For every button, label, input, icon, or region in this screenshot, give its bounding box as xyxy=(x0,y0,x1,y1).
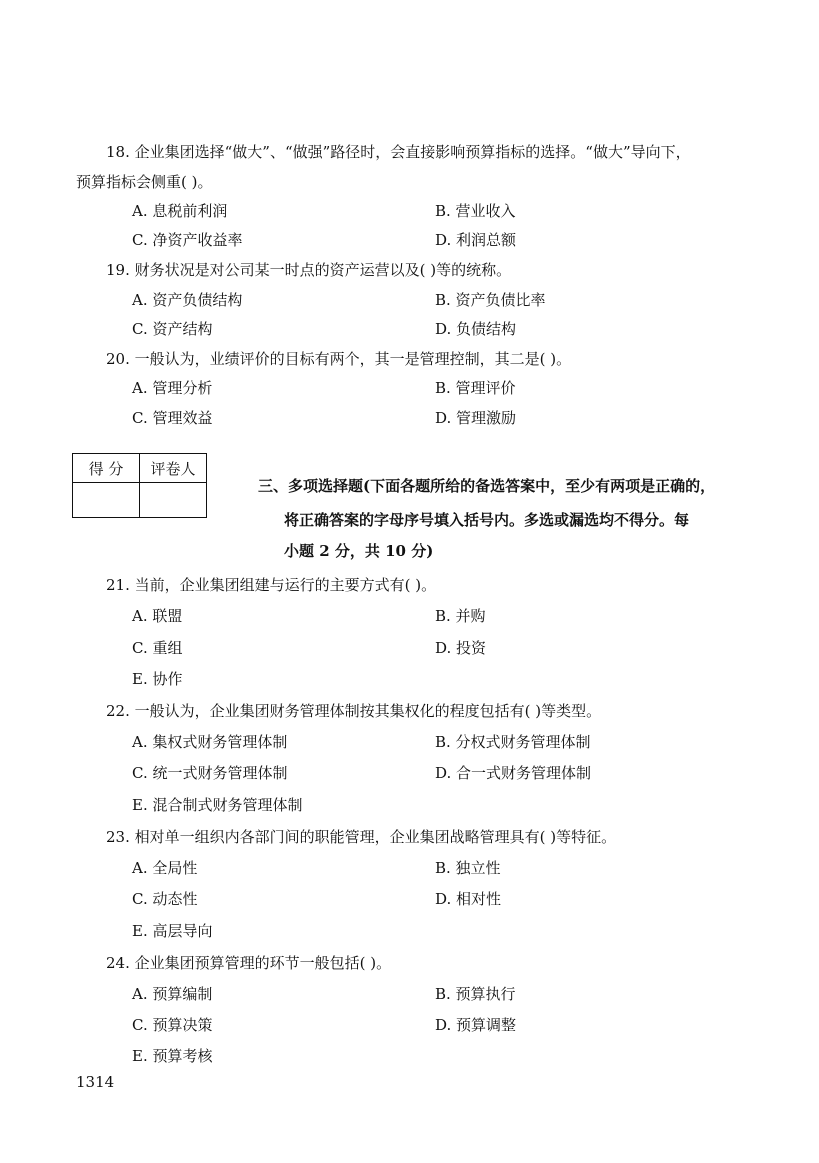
question-24-stem: 24. 企业集团预算管理的环节一般包括( )。 xyxy=(106,954,392,972)
section-3-title: 三、多项选择题(下面各题所给的备选答案中，至少有两项是正确的， xyxy=(258,477,716,495)
question-24-option-d: D. 预算调整 xyxy=(435,1016,517,1034)
question-21-option-b: B. 并购 xyxy=(435,607,486,625)
question-20-option-d: D. 管理激励 xyxy=(435,409,517,427)
question-23-option-a: A. 全局性 xyxy=(132,859,198,877)
grader-cell xyxy=(140,483,207,518)
question-24-option-b: B. 预算执行 xyxy=(435,985,516,1003)
question-21-option-e: E. 协作 xyxy=(132,670,183,688)
question-23-stem: 23. 相对单一组织内各部门间的职能管理，企业集团战略管理具有( )等特征。 xyxy=(106,828,617,846)
question-18-option-a: A. 息税前利润 xyxy=(132,202,228,220)
question-21-option-d: D. 投资 xyxy=(435,639,487,657)
section-3-scoring: 小题 2 分，共 10 分) xyxy=(284,542,434,560)
question-20-option-b: B. 管理评价 xyxy=(435,379,516,397)
question-19-option-b: B. 资产负债比率 xyxy=(435,291,546,309)
question-22-option-a: A. 集权式财务管理体制 xyxy=(132,733,288,751)
question-18-stem: 18. 企业集团选择“做大”、“做强”路径时，会直接影响预算指标的选择。“做大”导向下， xyxy=(106,143,691,161)
question-22-option-c: C. 统一式财务管理体制 xyxy=(132,764,288,782)
question-20-option-a: A. 管理分析 xyxy=(132,379,213,397)
page-number: 1314 xyxy=(76,1073,115,1091)
question-19-option-a: A. 资产负债结构 xyxy=(132,291,243,309)
score-header: 得 分 xyxy=(73,454,140,483)
question-22-option-b: B. 分权式财务管理体制 xyxy=(435,733,591,751)
question-23-option-c: C. 动态性 xyxy=(132,890,198,908)
question-19-option-c: C. 资产结构 xyxy=(132,320,213,338)
question-19-stem: 19. 财务状况是对公司某一时点的资产运营以及( )等的统称。 xyxy=(106,261,512,279)
question-20-stem: 20. 一般认为，业绩评价的目标有两个，其一是管理控制，其二是( )。 xyxy=(106,350,572,368)
question-18-option-d: D. 利润总额 xyxy=(435,231,517,249)
question-24-option-c: C. 预算决策 xyxy=(132,1016,213,1034)
question-21-option-c: C. 重组 xyxy=(132,639,183,657)
question-21-stem: 21. 当前，企业集团组建与运行的主要方式有( )。 xyxy=(106,576,437,594)
question-22-option-e: E. 混合制式财务管理体制 xyxy=(132,796,303,814)
question-18-stem-continued: 预算指标会侧重( )。 xyxy=(76,173,213,191)
question-24-option-a: A. 预算编制 xyxy=(132,985,213,1003)
question-22-option-d: D. 合一式财务管理体制 xyxy=(435,764,592,782)
score-cell xyxy=(73,483,140,518)
question-23-option-e: E. 高层导向 xyxy=(132,922,213,940)
question-20-option-c: C. 管理效益 xyxy=(132,409,213,427)
question-21-option-a: A. 联盟 xyxy=(132,607,183,625)
question-19-option-d: D. 负债结构 xyxy=(435,320,517,338)
score-table xyxy=(72,453,207,518)
question-18-option-c: C. 净资产收益率 xyxy=(132,231,243,249)
question-18-option-b: B. 营业收入 xyxy=(435,202,516,220)
question-24-option-e: E. 预算考核 xyxy=(132,1047,213,1065)
section-3-instructions: 将正确答案的字母序号填入括号内。多选或漏选均不得分。每 xyxy=(284,511,690,529)
grader-header: 评卷人 xyxy=(140,454,207,483)
question-22-stem: 22. 一般认为，企业集团财务管理体制按其集权化的程度包括有( )等类型。 xyxy=(106,702,602,720)
question-23-option-d: D. 相对性 xyxy=(435,890,502,908)
question-23-option-b: B. 独立性 xyxy=(435,859,501,877)
